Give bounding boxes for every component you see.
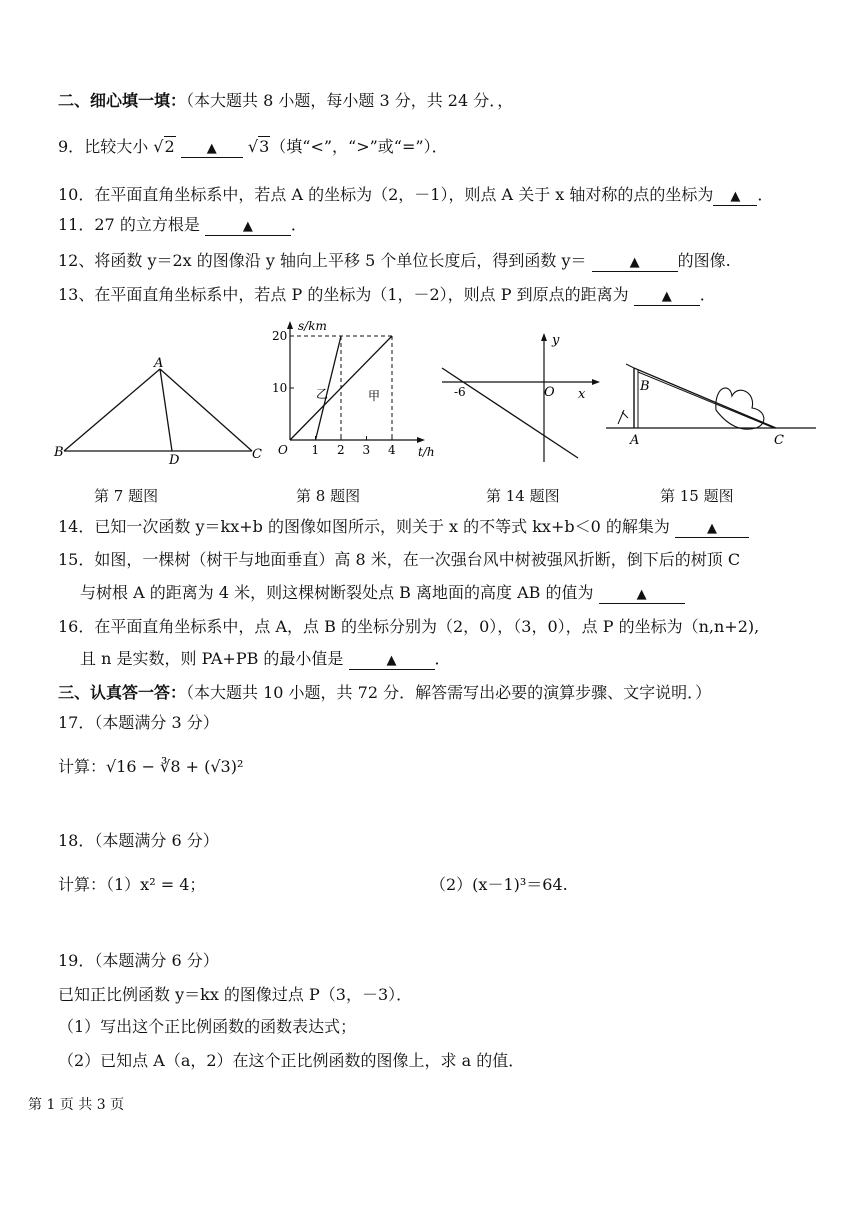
q17-body: 计算：√16 − ∛8 + (√3)² [58,757,244,776]
broken-top-edge [638,372,774,428]
q11-text: 27 的立方根是 [94,215,200,234]
fig15-label-b: B [640,379,650,394]
section3-note: （本大题共 10 小题，共 72 分．解答需写出必要的演算步骤、文字说明．） [186,683,712,702]
answer-blank-9[interactable]: ▲ [181,139,243,158]
x-axis-arrow-icon [417,437,425,443]
y-tick-label-20: 20 [272,329,288,343]
break-mark [626,364,634,368]
question-14: 14．已知一次函数 y＝kx+b 的图像如图所示，则关于 x 的不等式 kx+b＜0 的解集为 ▲ [58,516,749,538]
fig14-intercept-label: -6 [454,385,466,399]
q17-heading: 17．（本题满分 3 分） [58,713,219,732]
question-12: 12、将函数 y＝2x 的图像沿 y 轴向上平移 5 个单位长度后，得到函数 y＝ ▲ 的图像. [58,251,731,270]
label-a: A [154,356,164,371]
q9-text: 比较大小 [84,137,149,156]
x-tick-label-4: 4 [388,443,396,457]
chart-x-label: t/h [418,445,435,459]
caption-fig15: 第 15 题图 [660,487,734,505]
series-label-jia: 甲 [368,389,381,403]
question-15-line1: 15．如图，一棵树（树干与地面垂直）高 8 米，在一次强台风中树被强风折断，倒下后的树顶 C [58,550,741,569]
series-label-yi: 乙 [316,387,329,401]
chart-y-label: s/km [298,319,327,333]
side-ac [160,369,252,451]
question-15-line2 [80,582,685,604]
label-c: C [252,447,262,462]
q18-part1: 计算：（1）x² = 4； [58,875,206,894]
section2-title: 二、细心填一填： [58,91,187,110]
figure-7-triangle [52,355,272,470]
broken-top [634,368,776,428]
question-10: 10．在平面直角坐标系中，若点 A 的坐标为（2，－1），则点 A 关于 x 轴对称的点的坐标为 ▲ ． [58,185,774,204]
grass-mark [618,410,628,424]
q10-text: 在平面直角坐标系中，若点 A 的坐标为（2，－1），则点 A 关于 x 轴对称的点的坐标为 [94,185,714,204]
y-tick-label-10: 10 [272,381,288,395]
question-16-line2: 且 n 是实数，则 PA+PB 的最小值是 ▲ ． [80,649,451,668]
answer-blank-12[interactable]: ▲ [592,253,678,272]
figure-8-chart [268,316,440,464]
q13-text: 在平面直角坐标系中，若点 P 的坐标为（1，－2），则点 P 到原点的距离为 [94,285,629,304]
q15-text-a: 如图，一棵树（树干与地面垂直）高 8 米，在一次强台风中树被强风折断，倒下后的树顶 C [94,550,741,569]
segment-ad [160,369,172,451]
q15-text-b: 与树根 A 的距离为 4 米，则这棵树断裂处点 B 离地面的高度 AB 的值为 [80,583,594,602]
question-13: 13、在平面直角坐标系中，若点 P 的坐标为（1，－2），则点 P 到原点的距离为 ▲ ． [58,285,716,304]
answer-blank-15[interactable]: ▲ [599,585,685,604]
section2-header [58,90,513,112]
answer-blank-10[interactable]: ▲ [713,187,757,206]
caption-fig7: 第 7 题图 [94,487,159,505]
question-11: 11．27 的立方根是 ▲ ． [58,215,307,234]
answer-blank-16[interactable]: ▲ [349,651,435,670]
label-b: B [54,445,64,460]
x-tick-label-2: 2 [337,443,345,457]
sqrt-3: √3 [247,137,270,156]
caption-fig14: 第 14 题图 [486,487,560,505]
q14-text: 已知一次函数 y＝kx+b 的图像如图所示，则关于 x 的不等式 kx+b＜0 的解集为 [94,517,670,536]
fig14-origin: O [544,385,555,400]
x-axis-arrow-icon [592,379,600,385]
section3-header [58,682,711,704]
q16-text-a: 在平面直角坐标系中，点 A，点 B 的坐标分别为（2，0），（3，0），点 P 的坐标为（n,n+2), [94,617,760,636]
question-16-line1: 16．在平面直角坐标系中，点 A，点 B 的坐标分别为（2，0），（3，0），点 P 的坐标为（n,n+2), [58,617,760,636]
q17-expression: √16 − ∛8 + (√3)² [106,757,244,776]
q12-text: 将函数 y＝2x 的图像沿 y 轴向上平移 5 个单位长度后，得到函数 y＝ [94,251,587,270]
section3-title: 三、认真答一答： [58,683,187,702]
answer-blank-14[interactable]: ▲ [675,519,749,538]
figure-15-tree [606,352,818,448]
q9-hint: （填“<”，“>”或“=”）． [270,137,448,156]
caption-fig8: 第 8 题图 [296,487,361,505]
figure-14-graph [440,330,606,465]
q19-heading: 19．（本题满分 6 分） [58,951,219,970]
foliage-shape [716,388,764,429]
x-tick-label-3: 3 [362,443,371,457]
sqrt-2: √2 [153,137,175,156]
answer-blank-11[interactable]: ▲ [205,217,291,236]
fig14-x-label: x [578,387,586,402]
page-footer: 第 1 页 共 3 页 [28,1097,125,1113]
label-d: D [169,453,180,468]
side-ab [64,369,160,451]
q19-text: 已知正比例函数 y＝kx 的图像过点 P（3，－3）． [58,985,413,1004]
question-9 [58,136,448,158]
section2-note: （本大题共 8 小题，每小题 3 分，共 24 分．， [186,91,514,110]
y-axis-arrow-icon [287,321,293,329]
y-axis-arrow-icon [541,333,547,341]
q9-number: 9． [58,137,85,156]
q16-text-b: 且 n 是实数，则 PA+PB 的最小值是 [80,649,344,668]
fig15-label-a: A [630,433,640,448]
q18-heading: 18．（本题满分 6 分） [58,831,219,850]
x-tick-label-1: 1 [311,443,320,457]
answer-blank-13[interactable]: ▲ [634,287,700,306]
fig14-y-label: y [552,333,560,348]
q19-part2: （2）已知点 A（a，2）在这个正比例函数的图像上，求 a 的值． [58,1051,525,1070]
chart-origin-label: O [278,443,288,457]
q18-part2: （2）(x－1)³＝64. [430,875,568,894]
fig15-label-c: C [774,433,784,448]
q19-part1: （1）写出这个正比例函数的函数表达式； [58,1017,357,1036]
